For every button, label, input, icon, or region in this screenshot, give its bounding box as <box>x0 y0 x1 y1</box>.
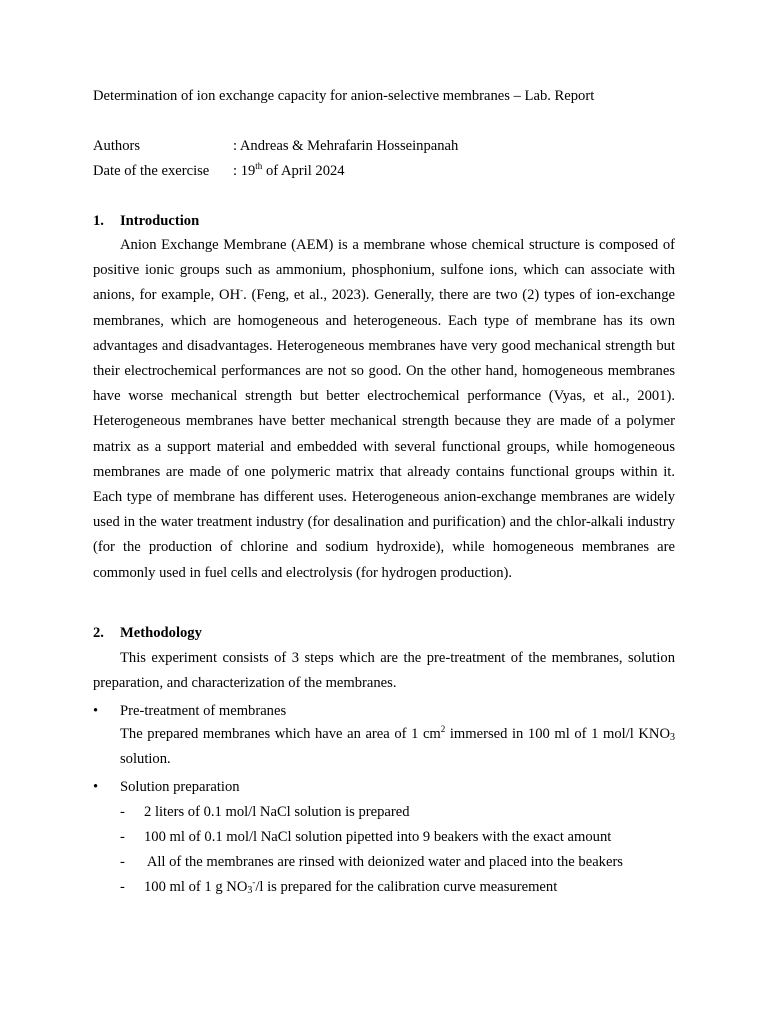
intro-text-part2: . (Feng, et al., 2023). Generally, there are two (2) types of ion-exchange membranes, which are homogeneous and heterogeneous. Each type of membrane has its own advantages and disadvantages. Heterogeneous membranes have very good mechanical strength but their electrochemical performances are not so good. On the other hand, homogeneous membranes have worse mechanical strength but better electrochemical performance (Vyas, et al., 2001). Heterogeneous membranes have better mechanical strength because they are made of a polymer matrix as a support material and embedded with several functional groups, while homogeneous membranes are made of one polymeric matrix that already contains functional groups within it. Each type of membrane has different uses. Heterogeneous anion-exchange membranes are widely used in the water treatment industry (for desalination and purification) and the chlor-alkali industry (for the production of chlorine and sodium hydroxide), while homogeneous membranes are commonly used in fuel cells and electrolysis (for hydrogen production). <box>93 287 675 581</box>
pretreatment-text-part2: immersed in 100 ml of 1 mol/l KNO <box>445 726 670 742</box>
date-month-year: of April 2024 <box>262 163 345 179</box>
list-item <box>120 879 557 896</box>
section-number: 2. <box>93 625 104 641</box>
bullet-pretreatment <box>93 703 286 720</box>
bullet-icon: • <box>93 703 99 719</box>
methodology-intro <box>93 646 675 696</box>
bullet-solution-preparation <box>93 779 240 796</box>
section-title: Introduction <box>120 213 200 229</box>
hydroxide-charge: - <box>240 285 244 296</box>
date-ordinal: th <box>255 161 263 171</box>
bullet-title: Solution preparation <box>120 779 240 795</box>
list-item <box>120 854 623 871</box>
section-number: 1. <box>93 213 104 229</box>
nitrate-charge: - <box>252 877 256 887</box>
bullet-title: Pre-treatment of membranes <box>120 703 287 719</box>
intro-text-part1: Anion Exchange Membrane (AEM) is a membrane whose chemical structure is composed of positive ionic groups such as ammonium, phosphonium, sulfone ions, which can associate with anions, for example, OH <box>93 237 675 304</box>
date-day: : 19 <box>233 163 256 179</box>
list-item-text: 2 liters of 0.1 mol/l NaCl solution is prepared <box>144 804 410 820</box>
nitrate-subscript: 3 <box>247 885 253 896</box>
section-title: Methodology <box>120 625 202 641</box>
list-item-text-end: /l is prepared for the calibration curve measurement <box>255 879 558 895</box>
list-item-text: 100 ml of 1 g NO <box>144 879 248 895</box>
methodology-heading <box>93 625 202 642</box>
bullet-icon: • <box>93 779 99 795</box>
introduction-paragraph <box>93 233 675 586</box>
introduction-heading <box>93 213 199 230</box>
dash-icon: - <box>120 829 125 845</box>
nitrate-subscript: 3 <box>670 732 675 743</box>
dash-icon: - <box>120 879 125 895</box>
pretreatment-paragraph <box>120 722 675 772</box>
authors-label: Authors <box>93 138 141 154</box>
methodology-intro-text: This experiment consists of 3 steps which are the pre-treatment of the membranes, solution preparation, and characterization of the membranes. <box>93 650 675 692</box>
list-item <box>120 804 410 821</box>
area-exponent: 2 <box>440 724 446 734</box>
date-row <box>93 163 345 180</box>
dash-icon: - <box>120 854 125 870</box>
list-item <box>120 829 611 846</box>
dash-icon: - <box>120 804 125 820</box>
list-item-text: All of the membranes are rinsed with deionized water and placed into the beakers <box>144 854 623 870</box>
authors-row <box>93 138 458 155</box>
report-title: Determination of ion exchange capacity for anion-selective membranes – Lab. Report <box>93 88 595 104</box>
authors-value: : Andreas & Mehrafarin Hosseinpanah <box>233 138 459 154</box>
pretreatment-text-part1: The prepared membranes which have an area of 1 cm <box>120 726 441 742</box>
pretreatment-text-part3: solution. <box>120 751 171 768</box>
date-value <box>233 163 345 179</box>
date-label: Date of the exercise <box>93 163 210 179</box>
list-item-text: 100 ml of 0.1 mol/l NaCl solution pipetted into 9 beakers with the exact amount <box>144 829 612 845</box>
